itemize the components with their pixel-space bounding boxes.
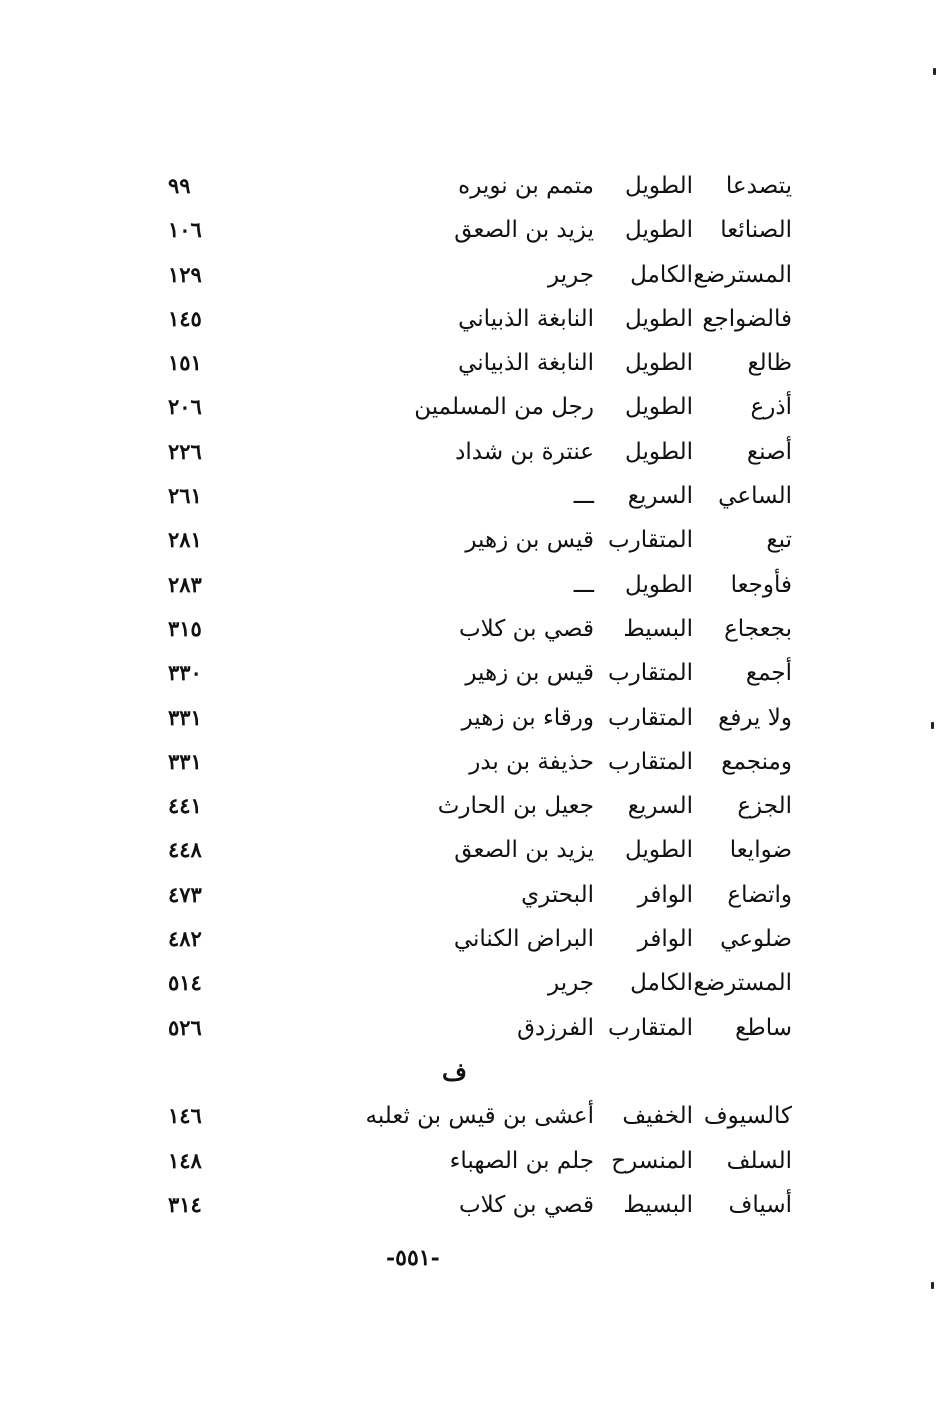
meter-name: السريع [627,793,693,820]
index-row [150,784,800,828]
poet-name: أعشى بن قيس بن ثعلبه [365,1103,594,1130]
rhyme-word: المسترضع [693,970,792,997]
meter-name: الوافر [637,926,693,953]
poet-name: جرير [548,970,594,997]
page-number: ٢٦١ [168,483,202,509]
meter-name: الطويل [625,571,693,598]
index-row [150,828,800,872]
poet-name: جعيل بن الحارث [437,793,594,820]
poet-name: متمم بن نويره [458,173,594,199]
page-number-footer: -٥٥١- [386,1245,440,1271]
meter-name: الطويل [625,837,693,864]
poet-name: حذيفة بن بدر [469,748,594,775]
rhyme-word: يتصدعا [725,173,792,199]
poet-name: قصي بن كلاب [459,615,594,642]
index-row [150,1183,800,1227]
poet-name: قيس بن زهير [465,527,594,554]
rhyme-index-list [150,164,800,1227]
poet-name: ورقاء بن زهير [461,704,594,731]
index-row [150,961,800,1005]
page-number: ١٤٦ [168,1103,202,1129]
poet-name: البراض الكناني [453,926,594,953]
meter-name: الطويل [625,173,693,199]
page-number: ٥١٤ [168,970,202,996]
rhyme-word: ومنجمع [721,748,792,775]
poet-name: يزيد بن الصعق [454,837,594,864]
meter-name: الطويل [625,305,693,332]
meter-name: الخفيف [622,1103,693,1130]
page-number: ١٤٥ [168,305,202,331]
rhyme-word: كالسيوف [703,1103,792,1130]
meter-name: الطويل [625,217,693,244]
meter-name: الطويل [625,438,693,465]
meter-name: المتقارب [607,660,693,687]
page-number: ٣٣٠ [168,660,202,686]
page-number: ١٢٩ [168,261,202,287]
index-row [150,1006,800,1050]
page-number: ١٤٨ [168,1147,202,1173]
section-letter: ف [442,1056,467,1086]
index-row [150,563,800,607]
rhyme-word: فأوجعا [730,571,792,598]
index-row [150,873,800,917]
poet-name: قصي بن كلاب [459,1191,594,1218]
page-number: ٢٢٦ [168,438,202,464]
rhyme-word: السلف [726,1147,792,1174]
poet-name: رجل من المسلمين [414,394,594,421]
meter-name: المتقارب [607,527,693,554]
index-row [150,164,800,208]
page-number: ٤٤٨ [168,837,202,863]
rhyme-word: تبع [766,527,792,554]
rhyme-word: أسياف [728,1191,792,1218]
meter-name: المتقارب [607,704,693,731]
section-header-row [150,1050,800,1094]
index-row [150,607,800,651]
rhyme-word: ضوايعا [729,837,792,864]
page-number: ٢٨١ [168,527,202,553]
rhyme-word: فالضواجع [702,305,792,332]
poet-name: النابغة الذبياني [458,305,594,332]
meter-name: المتقارب [607,748,693,775]
meter-name: الكامل [630,970,693,997]
rhyme-word: الساعي [718,483,792,510]
meter-name: البسيط [623,1191,693,1218]
page-number: ٣٣١ [168,748,202,774]
index-row [150,474,800,518]
meter-name: الكامل [630,261,693,288]
index-row [150,696,800,740]
rhyme-word: أذرع [750,394,792,421]
page-number: ٣١٤ [168,1191,202,1217]
index-row [150,253,800,297]
page-number: ٢٠٦ [168,394,202,420]
page-number: ٥٢٦ [168,1014,202,1040]
rhyme-word: ولا يرفع [718,704,792,731]
rhyme-word: بجعجاع [724,615,792,642]
index-row [150,297,800,341]
poet-name: جلم بن الصهباء [449,1147,594,1174]
page-number: ٢٨٣ [168,571,202,597]
rhyme-word: ضلوعي [720,926,792,953]
rhyme-word: أصنع [746,438,792,465]
page-number: ١٠٦ [168,217,202,243]
page-number: ١٥١ [168,350,202,376]
poet-name: النابغة الذبياني [458,350,594,377]
poet-name: قيس بن زهير [465,660,594,687]
rhyme-word: أجمع [745,660,792,687]
page-number: ٣١٥ [168,615,202,641]
meter-name: الطويل [625,394,693,421]
index-row [150,651,800,695]
index-row [150,1139,800,1183]
rhyme-word: ظالع [747,350,792,377]
poet-name: عنترة بن شداد [455,438,594,465]
poet-name: البحتري [521,881,594,908]
index-row [150,917,800,961]
rhyme-word: الجزع [737,793,792,820]
page-number: ٩٩ [168,173,191,198]
poet-name: ـــ [573,571,594,598]
page-number: ٤٨٢ [168,926,202,952]
index-row [150,518,800,562]
scan-edge-mark [931,722,934,729]
meter-name: السريع [627,483,693,510]
index-row [150,430,800,474]
poet-name: يزيد بن الصعق [454,217,594,244]
poet-name: الفرزدق [517,1014,594,1041]
index-row [150,740,800,784]
index-row [150,341,800,385]
scan-edge-mark [931,1282,934,1289]
index-row [150,208,800,252]
meter-name: المنسرح [611,1147,693,1174]
page-number: ٤٧٣ [168,881,202,907]
poet-name: ـــ [573,483,594,510]
rhyme-word: ساطع [735,1014,792,1041]
meter-name: البسيط [623,615,693,642]
poet-name: جرير [548,261,594,288]
meter-name: الطويل [625,350,693,377]
rhyme-word: الصنائعا [720,217,792,244]
rhyme-word: المسترضع [693,261,792,288]
index-row [150,1094,800,1138]
page-number: ٣٣١ [168,704,202,730]
meter-name: الوافر [637,881,693,908]
meter-name: المتقارب [607,1014,693,1041]
scan-edge-mark [933,68,936,75]
index-row [150,385,800,429]
rhyme-word: واتضاع [727,881,792,908]
page-number: ٤٤١ [168,793,202,819]
